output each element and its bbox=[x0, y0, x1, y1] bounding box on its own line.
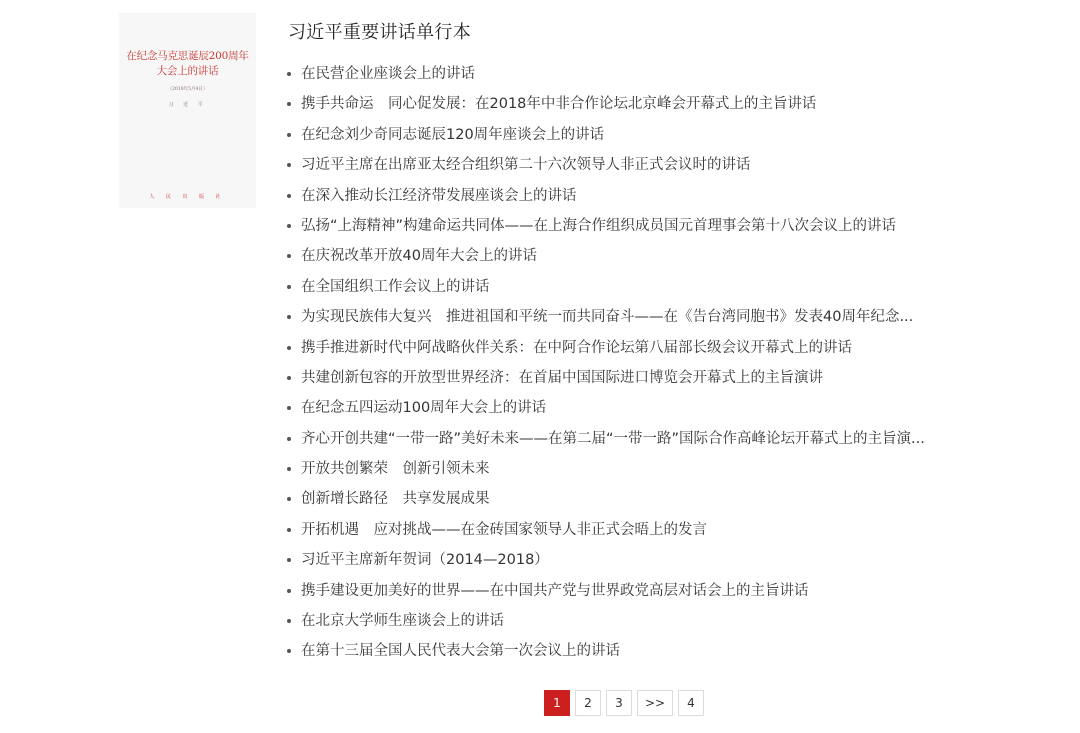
bullet-icon bbox=[287, 467, 291, 471]
bullet-icon bbox=[287, 649, 291, 653]
bullet-icon bbox=[287, 558, 291, 562]
bullet-icon bbox=[287, 346, 291, 350]
cover-date: （2018年5月4日） bbox=[167, 87, 208, 92]
bullet-icon bbox=[287, 497, 291, 501]
list-item-label[interactable]: 携手推进新时代中阿战略伙伴关系：在中阿合作论坛第八届部长级会议开幕式上的讲话 bbox=[301, 339, 852, 356]
next-page-button[interactable]: >> bbox=[637, 690, 673, 716]
list-item[interactable] bbox=[287, 272, 962, 302]
bullet-icon bbox=[287, 619, 291, 623]
bullet-icon bbox=[287, 589, 291, 593]
list-item[interactable] bbox=[287, 484, 962, 514]
list-item-label[interactable]: 齐心开创共建“一带一路”美好未来——在第二届“一带一路”国际合作高峰论坛开幕式上的主旨演... bbox=[301, 430, 925, 447]
cover-title: 在纪念马克思诞辰200周年 大会上的讲话 bbox=[126, 50, 249, 77]
list-item-label[interactable]: 在纪念刘少奇同志诞辰120周年座谈会上的讲话 bbox=[301, 126, 605, 143]
list-item[interactable] bbox=[287, 211, 962, 241]
list-item[interactable] bbox=[287, 424, 962, 454]
bullet-icon bbox=[287, 406, 291, 410]
page-title: 习近平重要讲话单行本 bbox=[288, 22, 471, 43]
bullet-icon bbox=[287, 102, 291, 106]
bullet-icon bbox=[287, 315, 291, 319]
bullet-icon bbox=[287, 254, 291, 258]
bullet-icon bbox=[287, 224, 291, 228]
cover-publisher: 人 民 出 版 社 bbox=[149, 194, 226, 200]
list-item-label[interactable]: 在纪念五四运动100周年大会上的讲话 bbox=[301, 400, 547, 417]
list-item[interactable] bbox=[287, 454, 962, 484]
list-item-label[interactable]: 携手建设更加美好的世界——在中国共产党与世界政党高层对话会上的主旨讲话 bbox=[301, 582, 809, 599]
bullet-icon bbox=[287, 72, 291, 76]
bullet-icon bbox=[287, 376, 291, 380]
list-item[interactable] bbox=[287, 515, 962, 545]
list-item[interactable] bbox=[287, 302, 962, 332]
list-item[interactable] bbox=[287, 59, 962, 89]
bullet-icon bbox=[287, 437, 291, 441]
list-item-label[interactable]: 弘扬“上海精神”构建命运共同体——在上海合作组织成员国元首理事会第十八次会议上的讲话 bbox=[301, 217, 897, 234]
list-item-label[interactable]: 开拓机遇 应对挑战——在金砖国家领导人非正式会晤上的发言 bbox=[301, 521, 707, 538]
speech-list bbox=[287, 59, 962, 667]
bullet-icon bbox=[287, 163, 291, 167]
bullet-icon bbox=[287, 194, 291, 198]
list-item[interactable] bbox=[287, 545, 962, 575]
list-item[interactable] bbox=[287, 120, 962, 150]
list-item[interactable] bbox=[287, 150, 962, 180]
list-item-label[interactable]: 在民营企业座谈会上的讲话 bbox=[301, 66, 475, 82]
bullet-icon bbox=[287, 528, 291, 532]
list-item-label[interactable]: 共建创新包容的开放型世界经济：在首届中国国际进口博览会开幕式上的主旨演讲 bbox=[301, 369, 823, 386]
bullet-icon bbox=[287, 133, 291, 137]
list-item-label[interactable]: 在全国组织工作会议上的讲话 bbox=[301, 278, 490, 295]
page-button-4[interactable]: 4 bbox=[678, 690, 704, 716]
list-item-label[interactable]: 为实现民族伟大复兴 推进祖国和平统一而共同奋斗——在《告台湾同胞书》发表40周年纪念... bbox=[301, 309, 914, 326]
list-item[interactable] bbox=[287, 636, 962, 666]
list-item[interactable] bbox=[287, 89, 962, 119]
list-item-label[interactable]: 开放共创繁荣 创新引领未来 bbox=[301, 461, 490, 478]
list-item[interactable] bbox=[287, 363, 962, 393]
list-item-label[interactable]: 携手共命运 同心促发展：在2018年中非合作论坛北京峰会开幕式上的主旨讲话 bbox=[301, 96, 817, 113]
book-cover[interactable] bbox=[119, 13, 256, 208]
list-item-label[interactable]: 在北京大学师生座谈会上的讲话 bbox=[301, 613, 504, 630]
page-button-1[interactable]: 1 bbox=[544, 690, 570, 716]
page-button-2[interactable]: 2 bbox=[575, 690, 601, 716]
list-item[interactable] bbox=[287, 181, 962, 211]
list-item[interactable] bbox=[287, 606, 962, 636]
list-item[interactable] bbox=[287, 241, 962, 271]
cover-author: 习 近 平 bbox=[168, 102, 207, 108]
list-item[interactable] bbox=[287, 393, 962, 423]
page-button-3[interactable]: 3 bbox=[606, 690, 632, 716]
list-item-label[interactable]: 创新增长路径 共享发展成果 bbox=[301, 491, 490, 508]
list-item-label[interactable]: 在庆祝改革开放40周年大会上的讲话 bbox=[301, 248, 537, 265]
list-item[interactable] bbox=[287, 333, 962, 363]
pagination bbox=[544, 690, 704, 716]
list-item[interactable] bbox=[287, 576, 962, 606]
list-item-label[interactable]: 习近平主席在出席亚太经合组织第二十六次领导人非正式会议时的讲话 bbox=[301, 157, 751, 174]
list-item-label[interactable]: 在第十三届全国人民代表大会第一次会议上的讲话 bbox=[301, 643, 620, 660]
list-item-label[interactable]: 在深入推动长江经济带发展座谈会上的讲话 bbox=[301, 187, 577, 204]
list-item-label[interactable]: 习近平主席新年贺词（2014—2018） bbox=[301, 552, 549, 569]
bullet-icon bbox=[287, 285, 291, 289]
